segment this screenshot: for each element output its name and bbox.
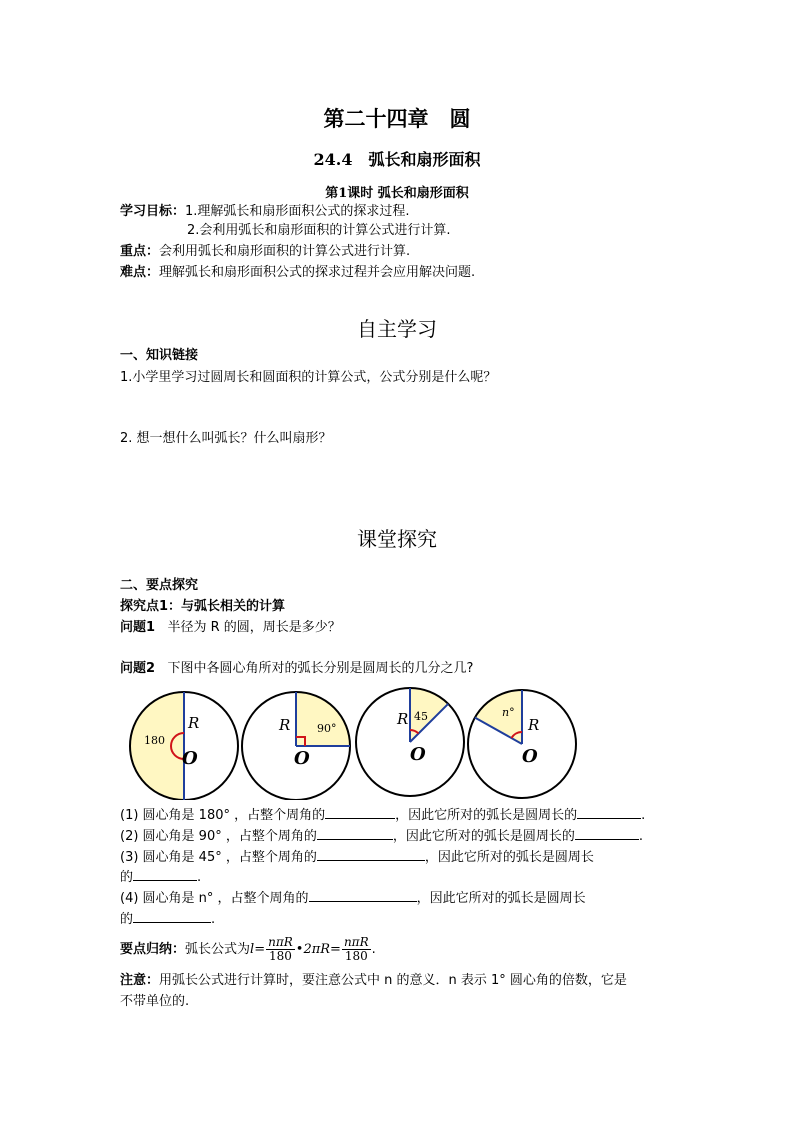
note-line-1	[120, 972, 627, 990]
summary-label: 要点归纳：	[120, 942, 186, 957]
section-title: 24.4 弧长和扇形面积	[313, 150, 481, 169]
circle-90	[242, 692, 350, 800]
fill-3-part-a: (3) 圆心角是 45° ，占整个周角的	[120, 850, 317, 865]
radius-label: R	[397, 710, 409, 728]
center-label: O	[410, 744, 426, 765]
sector-n	[475, 690, 522, 744]
circle-180	[130, 692, 238, 800]
fraction-2-numerator: nπR	[343, 935, 369, 949]
arc-length-symbol: l	[250, 942, 255, 957]
problem-2-label: 问题2	[120, 661, 156, 676]
note-line-2: 不带单位的.	[120, 994, 190, 1009]
fill-1-blank-1[interactable]	[325, 806, 395, 819]
knowledge-link-heading: 一、知识链接	[120, 348, 199, 363]
fill-1-blank-2[interactable]	[577, 806, 641, 819]
explore-point-1: 探究点1：与弧长相关的计算	[120, 599, 286, 614]
fill-4-part-b: ，因此它所对的弧长是圆周长	[416, 891, 586, 906]
angle-label: n°	[502, 706, 515, 719]
chapter-title: 第二十四章 圆	[323, 106, 471, 131]
fill-2-part-b: ，因此它所对的弧长是圆周长的	[392, 829, 575, 844]
fill-2-blank-2[interactable]	[575, 827, 639, 840]
key-explore-heading: 二、要点探究	[120, 578, 199, 593]
problem-2-text: 下图中各圆心角所对的弧长分别是圆周长的几分之几?	[167, 661, 474, 676]
note-label: 注意：	[120, 973, 160, 988]
explore-title: 课堂探究	[357, 527, 437, 551]
fill-3	[120, 848, 594, 867]
radius-label: R	[528, 716, 540, 734]
angle-label: 45	[414, 710, 428, 723]
fill-4-cont	[120, 910, 215, 929]
question-1: 1.小学里学习过圆周长和圆面积的计算公式，公式分别是什么呢？	[120, 370, 497, 385]
fraction-1-numerator: nπR	[268, 935, 293, 949]
fill-1	[120, 806, 645, 825]
radius-label: R	[279, 716, 291, 734]
note-text-1: 用弧长公式进行计算时，要注意公式中 n 的意义．n 表示 1° 圆心角的倍数，它是	[159, 973, 627, 988]
fill-1-part-b: ，因此它所对的弧长是圆周长的	[395, 808, 578, 823]
fill-4	[120, 889, 586, 908]
fill-4-blank-2[interactable]	[133, 910, 211, 923]
central-angle-figures	[0, 680, 794, 800]
difficult-point	[120, 264, 475, 282]
summary-text: 弧长公式为	[185, 942, 251, 957]
fraction-1-denominator: 180	[268, 949, 292, 963]
circle-45	[356, 688, 464, 796]
fill-3-blank-2[interactable]	[133, 868, 197, 881]
objectives-label: 学习目标：	[120, 204, 186, 219]
fraction-1	[266, 936, 295, 963]
fill-4-part-a: (4) 圆心角是 n° ，占整个周角的	[120, 891, 309, 906]
center-label: O	[182, 748, 198, 769]
fill-4-part-c: 的	[120, 912, 134, 927]
objective-2: 2.会利用弧长和扇形面积的计算公式进行计算.	[187, 223, 451, 238]
problem-1	[120, 619, 341, 637]
angle-label: 90°	[317, 722, 337, 735]
fill-3-end: .	[197, 870, 202, 885]
fill-2-part-a: (2) 圆心角是 90° ，占整个周角的	[120, 829, 317, 844]
key-label: 重点：	[120, 244, 160, 259]
fill-1-end: .	[641, 808, 646, 823]
problem-1-label: 问题1	[120, 620, 156, 635]
question-2: 2. 想一想什么叫弧长？什么叫扇形？	[120, 431, 332, 446]
equals-sign-1: =	[254, 942, 266, 957]
equals-sign-2: =	[330, 942, 341, 957]
key-point	[120, 243, 410, 261]
difficult-label: 难点：	[120, 265, 160, 280]
objective-1: 1.理解弧长和扇形面积公式的探求过程.	[185, 204, 410, 219]
fill-4-blank-1[interactable]	[309, 889, 417, 902]
center-label: O	[522, 746, 538, 767]
angle-label: 180	[144, 734, 165, 747]
multiply-dot: •	[295, 942, 304, 957]
fill-2-end: .	[638, 829, 644, 844]
fill-3-part-b: ，因此它所对的弧长是圆周长	[424, 850, 594, 865]
key-text: 会利用弧长和扇形面积的计算公式进行计算.	[159, 244, 411, 259]
fill-3-part-c: 的	[120, 870, 134, 885]
fill-3-blank-1[interactable]	[317, 848, 425, 861]
fraction-2	[342, 936, 371, 963]
fill-2	[120, 827, 643, 846]
fill-2-blank-1[interactable]	[317, 827, 393, 840]
problem-1-text: 半径为 R 的圆，周长是多少？	[167, 620, 341, 635]
circle-n	[468, 690, 576, 798]
summary-end: .	[371, 942, 376, 957]
fill-1-part-a: (1) 圆心角是 180° ，占整个周角的	[120, 808, 326, 823]
fill-3-cont	[120, 868, 201, 887]
difficult-text: 理解弧长和扇形面积公式的探求过程并会应用解决问题.	[159, 265, 476, 280]
fraction-2-denominator: 180	[344, 949, 368, 963]
circumference-term: 2πR	[303, 942, 331, 957]
fill-4-end: .	[211, 912, 216, 927]
problem-2	[120, 660, 473, 678]
center-label: O	[294, 748, 310, 769]
objectives-line-1	[120, 203, 410, 221]
self-study-title: 自主学习	[357, 317, 437, 341]
summary	[120, 933, 376, 967]
lesson-title: 第1课时 弧长和扇形面积	[325, 186, 469, 201]
radius-label: R	[188, 714, 200, 732]
